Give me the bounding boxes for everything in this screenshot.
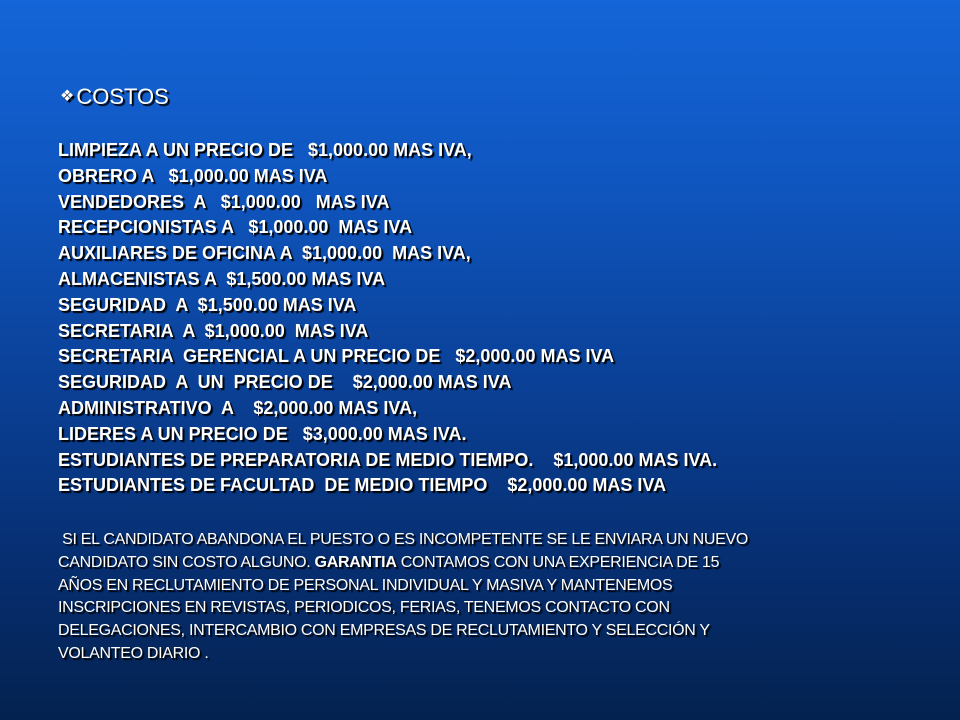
section-title: COSTOS [76, 84, 169, 109]
price-item: ESTUDIANTES DE FACULTAD DE MEDIO TIEMPO $2,000.00 MAS IVA [58, 475, 667, 496]
price-item: LIDERES A UN PRECIO DE $3,000.00 MAS IVA. [58, 423, 467, 444]
price-item: ALMACENISTAS A $1,500.00 MAS IVA [58, 268, 386, 289]
price-item: SEGURIDAD A $1,500.00 MAS IVA [58, 294, 357, 315]
price-item: LIMPIEZA A UN PRECIO DE $1,000.00 MAS IVA, [58, 140, 472, 160]
paragraph-line: VOLANTEO DIARIO . [58, 644, 209, 662]
price-item: AUXILIARES DE OFICINA A $1,000.00 MAS IVA, [58, 243, 471, 264]
price-item: ESTUDIANTES DE PREPARATORIA DE MEDIO TIEMPO. $1,000.00 MAS IVA. [58, 449, 718, 470]
paragraph-line: AÑOS EN RECLUTAMIENTO DE PERSONAL INDIVIDUAL Y MASIVA Y MANTENEMOS [58, 576, 673, 594]
paragraph-line: SI EL CANDIDATO ABANDONA EL PUESTO O ES INCOMPETENTE SE LE ENVIARA UN NUEVO [58, 531, 748, 548]
price-item: RECEPCIONISTAS A $1,000.00 MAS IVA [58, 217, 413, 238]
guarantee-paragraph [58, 529, 918, 666]
paragraph-text: CANDIDATO SIN COSTO ALGUNO. [58, 553, 315, 571]
paragraph-line: INSCRIPCIONES EN REVISTAS, PERIODICOS, FERIAS, TENEMOS CONTACTO CON [58, 599, 670, 617]
price-list [58, 138, 717, 499]
guarantee-label: GARANTIA [314, 553, 397, 571]
diamond-bullet-icon: ❖ [60, 88, 75, 105]
paragraph-line [58, 552, 918, 575]
paragraph-line: DELEGACIONES, INTERCAMBIO CON EMPRESAS DE RECLUTAMIENTO Y SELECCIÓN Y [58, 622, 710, 640]
paragraph-text: CONTAMOS CON UNA EXPERIENCIA DE 15 [396, 553, 720, 571]
price-item: SECRETARIA GERENCIAL A UN PRECIO DE $2,000.00 MAS IVA [58, 346, 615, 367]
price-item: SECRETARIA A $1,000.00 MAS IVA [58, 320, 369, 341]
price-item: OBRERO A $1,000.00 MAS IVA [58, 165, 328, 186]
price-item: VENDEDORES A $1,000.00 MAS IVA [58, 191, 390, 212]
section-heading [60, 84, 169, 110]
price-item: SEGURIDAD A UN PRECIO DE $2,000.00 MAS IVA [58, 372, 512, 393]
price-item: ADMINISTRATIVO A $2,000.00 MAS IVA, [58, 397, 418, 418]
